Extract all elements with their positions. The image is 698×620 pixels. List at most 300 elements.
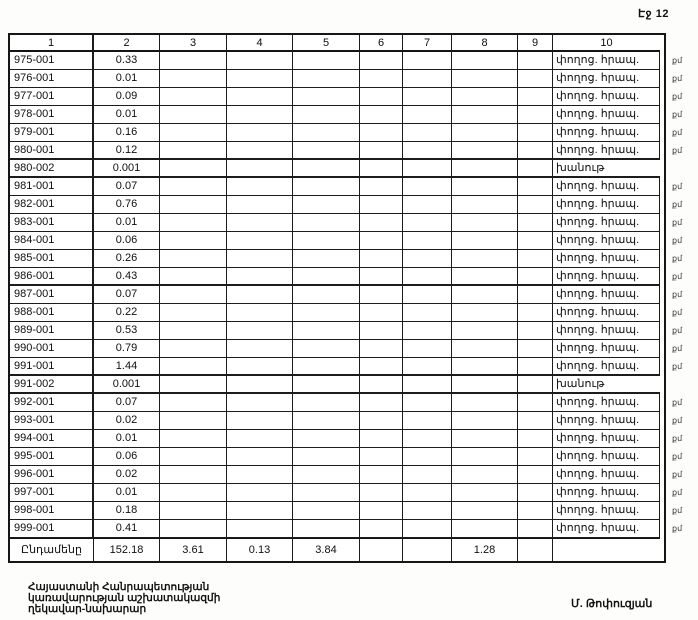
land-use-cell: փողոց. հրապ.: [553, 232, 660, 250]
empty-cell: [360, 484, 403, 502]
land-use-cell: փողոց. հրապ.: [553, 520, 660, 538]
parcel-code-cell: 986-001: [10, 268, 94, 286]
empty-cell: [360, 142, 403, 160]
empty-cell: [160, 268, 227, 286]
empty-cell: [452, 412, 518, 430]
empty-cell: [293, 142, 360, 160]
empty-cell: [160, 106, 227, 124]
table-row: [10, 394, 683, 412]
empty-cell: [293, 358, 360, 376]
table-row: [10, 250, 683, 268]
land-use-cell: խանութ: [553, 376, 660, 394]
empty-cell: [452, 124, 518, 142]
table-row: [10, 160, 664, 178]
empty-cell: [518, 142, 553, 160]
empty-cell: [360, 88, 403, 106]
empty-cell: [403, 430, 452, 448]
parcel-code-cell: 988-001: [10, 304, 94, 322]
table-row: [10, 88, 683, 106]
empty-cell: [293, 160, 360, 178]
table-row: [10, 340, 683, 358]
margin-annotation: քմ: [672, 488, 683, 497]
empty-cell: [452, 448, 518, 466]
land-use-cell: փողոց. հրապ.: [553, 214, 660, 232]
empty-cell: [293, 484, 360, 502]
empty-cell: [403, 286, 452, 304]
column-header: 4: [227, 35, 293, 52]
area-value-cell: 0.001: [94, 376, 160, 394]
empty-cell: [403, 214, 452, 232]
area-value-cell: 0.79: [94, 340, 160, 358]
margin-annotation: քմ: [672, 128, 683, 137]
empty-cell: [518, 340, 553, 358]
area-value-cell: 0.53: [94, 322, 160, 340]
land-use-cell: փողոց. հրապ.: [553, 142, 660, 160]
empty-cell: [403, 88, 452, 106]
table-row: [10, 232, 683, 250]
empty-cell: [160, 178, 227, 196]
parcel-code-cell: 978-001: [10, 106, 94, 124]
table-row: [10, 214, 683, 232]
total-label: Ընդամենը: [10, 538, 94, 561]
margin-annotation: քմ: [672, 146, 683, 155]
signer-title-line: ղեկավար-նախարար: [28, 603, 147, 615]
total-col9: [518, 538, 553, 561]
land-use-cell: փողոց. հրապ.: [553, 448, 660, 466]
empty-cell: [227, 268, 293, 286]
empty-cell: [160, 502, 227, 520]
area-value-cell: 0.01: [94, 430, 160, 448]
empty-cell: [227, 394, 293, 412]
empty-cell: [518, 484, 553, 502]
empty-cell: [293, 52, 360, 70]
table-row: [10, 106, 683, 124]
empty-cell: [160, 70, 227, 88]
margin-annotation: քմ: [672, 110, 683, 119]
parcel-code-cell: 981-001: [10, 178, 94, 196]
empty-cell: [160, 340, 227, 358]
empty-cell: [452, 52, 518, 70]
area-value-cell: 0.02: [94, 412, 160, 430]
empty-cell: [360, 124, 403, 142]
parcel-code-cell: 999-001: [10, 520, 94, 538]
area-value-cell: 0.07: [94, 394, 160, 412]
empty-cell: [360, 70, 403, 88]
empty-cell: [293, 124, 360, 142]
empty-cell: [403, 412, 452, 430]
land-use-cell: փողոց. հրապ.: [553, 394, 660, 412]
empty-cell: [227, 322, 293, 340]
empty-cell: [227, 412, 293, 430]
parcel-code-cell: 975-001: [10, 52, 94, 70]
empty-cell: [452, 106, 518, 124]
table-row: [10, 196, 683, 214]
area-value-cell: 0.18: [94, 502, 160, 520]
parcel-code-cell: 994-001: [10, 430, 94, 448]
parcel-code-cell: 989-001: [10, 322, 94, 340]
empty-cell: [360, 196, 403, 214]
margin-annotation: քմ: [672, 254, 683, 263]
parcel-code-cell: 991-002: [10, 376, 94, 394]
table-row: [10, 376, 664, 394]
empty-cell: [452, 340, 518, 358]
empty-cell: [227, 124, 293, 142]
table-row: [10, 124, 683, 142]
empty-cell: [293, 304, 360, 322]
table-row: [10, 484, 683, 502]
empty-cell: [403, 484, 452, 502]
empty-cell: [452, 88, 518, 106]
empty-cell: [160, 412, 227, 430]
empty-cell: [293, 466, 360, 484]
table-row: [10, 52, 683, 70]
empty-cell: [518, 196, 553, 214]
margin-annotation: քմ: [672, 92, 683, 101]
empty-cell: [160, 52, 227, 70]
empty-cell: [452, 160, 518, 178]
empty-cell: [518, 232, 553, 250]
empty-cell: [360, 106, 403, 124]
empty-cell: [227, 214, 293, 232]
empty-cell: [452, 358, 518, 376]
empty-cell: [160, 304, 227, 322]
empty-cell: [360, 286, 403, 304]
table-row: [10, 520, 683, 538]
empty-cell: [518, 448, 553, 466]
total-col8: 1.28: [452, 538, 518, 561]
empty-cell: [518, 160, 553, 178]
land-use-cell: փողոց. հրապ.: [553, 304, 660, 322]
empty-cell: [360, 52, 403, 70]
margin-annotation: քմ: [672, 452, 683, 461]
empty-cell: [518, 178, 553, 196]
empty-cell: [360, 448, 403, 466]
land-use-cell: փողոց. հրապ.: [553, 430, 660, 448]
signer-title-line: կառավարության աշխատակազմի: [28, 592, 221, 604]
parcel-code-cell: 998-001: [10, 502, 94, 520]
total-col4: 0.13: [227, 538, 293, 561]
empty-cell: [160, 142, 227, 160]
empty-cell: [360, 520, 403, 538]
empty-cell: [293, 88, 360, 106]
total-col2: 152.18: [94, 538, 160, 561]
empty-cell: [160, 394, 227, 412]
page-number-label: Էջ 12: [638, 8, 669, 20]
empty-cell: [518, 358, 553, 376]
empty-cell: [227, 484, 293, 502]
empty-cell: [403, 124, 452, 142]
empty-cell: [403, 376, 452, 394]
land-use-cell: փողոց. հրապ.: [553, 268, 660, 286]
empty-cell: [227, 340, 293, 358]
empty-cell: [452, 250, 518, 268]
column-header: 6: [360, 35, 403, 52]
total-col10: [553, 538, 660, 561]
margin-annotation: քմ: [672, 218, 683, 227]
empty-cell: [403, 106, 452, 124]
parcel-code-cell: 980-002: [10, 160, 94, 178]
parcel-code-cell: 997-001: [10, 484, 94, 502]
margin-annotation: քմ: [672, 182, 683, 191]
empty-cell: [160, 124, 227, 142]
empty-cell: [160, 232, 227, 250]
parcel-code-cell: 977-001: [10, 88, 94, 106]
area-value-cell: 0.01: [94, 106, 160, 124]
empty-cell: [360, 394, 403, 412]
total-col3: 3.61: [160, 538, 227, 561]
empty-cell: [403, 394, 452, 412]
column-header: 2: [94, 35, 160, 52]
empty-cell: [160, 520, 227, 538]
empty-cell: [452, 286, 518, 304]
margin-annotation: քմ: [672, 362, 683, 371]
column-header: 1: [10, 35, 94, 52]
area-value-cell: 0.01: [94, 484, 160, 502]
empty-cell: [403, 178, 452, 196]
table-row: [10, 358, 683, 376]
area-value-cell: 0.07: [94, 178, 160, 196]
total-row: [10, 538, 664, 561]
margin-annotation: քմ: [672, 398, 683, 407]
empty-cell: [227, 250, 293, 268]
empty-cell: [403, 304, 452, 322]
empty-cell: [403, 196, 452, 214]
empty-cell: [293, 520, 360, 538]
empty-cell: [518, 502, 553, 520]
empty-cell: [293, 502, 360, 520]
land-use-cell: փողոց. հրապ.: [553, 322, 660, 340]
empty-cell: [403, 520, 452, 538]
empty-cell: [360, 340, 403, 358]
empty-cell: [452, 502, 518, 520]
empty-cell: [227, 178, 293, 196]
empty-cell: [403, 268, 452, 286]
parcel-code-cell: 991-001: [10, 358, 94, 376]
empty-cell: [293, 394, 360, 412]
empty-cell: [452, 70, 518, 88]
signer-name: Մ. Թոփուզյան: [571, 598, 653, 610]
table-row: [10, 304, 683, 322]
parcel-code-cell: 993-001: [10, 412, 94, 430]
empty-cell: [403, 340, 452, 358]
parcel-code-cell: 995-001: [10, 448, 94, 466]
empty-cell: [227, 106, 293, 124]
empty-cell: [293, 322, 360, 340]
empty-cell: [518, 430, 553, 448]
empty-cell: [227, 520, 293, 538]
area-value-cell: 0.41: [94, 520, 160, 538]
area-value-cell: 0.001: [94, 160, 160, 178]
margin-annotation: քմ: [672, 524, 683, 533]
column-header: 8: [452, 35, 518, 52]
margin-annotation: քմ: [672, 344, 683, 353]
empty-cell: [518, 304, 553, 322]
land-use-cell: փողոց. հրապ.: [553, 412, 660, 430]
empty-cell: [293, 106, 360, 124]
empty-cell: [518, 268, 553, 286]
empty-cell: [360, 214, 403, 232]
table-row: [10, 412, 683, 430]
empty-cell: [160, 88, 227, 106]
empty-cell: [403, 52, 452, 70]
column-header: 3: [160, 35, 227, 52]
land-use-cell: խանութ: [553, 160, 660, 178]
table-row: [10, 502, 683, 520]
area-value-cell: 0.07: [94, 286, 160, 304]
empty-cell: [452, 142, 518, 160]
land-use-cell: փողոց. հրապ.: [553, 358, 660, 376]
empty-cell: [293, 214, 360, 232]
parcel-code-cell: 990-001: [10, 340, 94, 358]
empty-cell: [452, 268, 518, 286]
empty-cell: [160, 430, 227, 448]
empty-cell: [360, 268, 403, 286]
land-use-cell: փողոց. հրապ.: [553, 250, 660, 268]
parcel-code-cell: 985-001: [10, 250, 94, 268]
column-header: 10: [553, 35, 660, 52]
empty-cell: [518, 412, 553, 430]
empty-cell: [518, 466, 553, 484]
empty-cell: [452, 484, 518, 502]
table-row: [10, 466, 683, 484]
margin-annotation: քմ: [672, 416, 683, 425]
column-header: 7: [403, 35, 452, 52]
empty-cell: [293, 70, 360, 88]
empty-cell: [160, 286, 227, 304]
column-header: 5: [293, 35, 360, 52]
empty-cell: [160, 448, 227, 466]
margin-annotation: քմ: [672, 470, 683, 479]
margin-annotation: քմ: [672, 326, 683, 335]
land-use-cell: փողոց. հրապ.: [553, 52, 660, 70]
empty-cell: [293, 286, 360, 304]
empty-cell: [227, 376, 293, 394]
empty-cell: [227, 448, 293, 466]
table-row: [10, 286, 683, 304]
margin-annotation: քմ: [672, 434, 683, 443]
parcel-code-cell: 979-001: [10, 124, 94, 142]
margin-annotation: քմ: [672, 236, 683, 245]
parcel-code-cell: 980-001: [10, 142, 94, 160]
land-use-cell: փողոց. հրապ.: [553, 286, 660, 304]
empty-cell: [227, 232, 293, 250]
table-row: [10, 178, 683, 196]
empty-cell: [160, 484, 227, 502]
land-use-cell: փողոց. հրապ.: [553, 196, 660, 214]
empty-cell: [160, 196, 227, 214]
total-col5: 3.84: [293, 538, 360, 561]
margin-annotation: քմ: [672, 308, 683, 317]
parcel-code-cell: 992-001: [10, 394, 94, 412]
empty-cell: [452, 376, 518, 394]
empty-cell: [452, 214, 518, 232]
empty-cell: [360, 232, 403, 250]
land-use-cell: փողոց. հրապ.: [553, 88, 660, 106]
empty-cell: [293, 376, 360, 394]
empty-cell: [293, 196, 360, 214]
empty-cell: [293, 268, 360, 286]
empty-cell: [160, 358, 227, 376]
empty-cell: [518, 394, 553, 412]
area-value-cell: 0.02: [94, 466, 160, 484]
empty-cell: [293, 250, 360, 268]
table-body: [10, 52, 683, 538]
empty-cell: [360, 358, 403, 376]
total-col6: [360, 538, 403, 561]
empty-cell: [160, 376, 227, 394]
area-value-cell: 0.22: [94, 304, 160, 322]
empty-cell: [360, 178, 403, 196]
empty-cell: [452, 430, 518, 448]
empty-cell: [293, 178, 360, 196]
empty-cell: [227, 502, 293, 520]
area-value-cell: 1.44: [94, 358, 160, 376]
empty-cell: [452, 322, 518, 340]
empty-cell: [360, 304, 403, 322]
empty-cell: [403, 70, 452, 88]
empty-cell: [403, 142, 452, 160]
empty-cell: [293, 448, 360, 466]
land-use-cell: փողոց. հրապ.: [553, 502, 660, 520]
empty-cell: [227, 286, 293, 304]
area-value-cell: 0.26: [94, 250, 160, 268]
empty-cell: [518, 70, 553, 88]
empty-cell: [518, 286, 553, 304]
empty-cell: [518, 250, 553, 268]
empty-cell: [160, 214, 227, 232]
column-header: 9: [518, 35, 553, 52]
area-value-cell: 0.01: [94, 214, 160, 232]
empty-cell: [518, 52, 553, 70]
empty-cell: [360, 250, 403, 268]
empty-cell: [518, 214, 553, 232]
empty-cell: [452, 520, 518, 538]
total-col7: [403, 538, 452, 561]
empty-cell: [160, 160, 227, 178]
empty-cell: [227, 160, 293, 178]
empty-cell: [360, 430, 403, 448]
margin-annotation: քմ: [672, 56, 683, 65]
empty-cell: [518, 124, 553, 142]
empty-cell: [360, 322, 403, 340]
empty-cell: [227, 70, 293, 88]
empty-cell: [227, 88, 293, 106]
empty-cell: [293, 340, 360, 358]
cadastral-table: [8, 33, 683, 563]
empty-cell: [360, 412, 403, 430]
empty-cell: [452, 196, 518, 214]
land-use-cell: փողոց. հրապ.: [553, 106, 660, 124]
land-use-cell: փողոց. հրապ.: [553, 178, 660, 196]
empty-cell: [360, 502, 403, 520]
area-value-cell: 0.06: [94, 448, 160, 466]
area-value-cell: 0.09: [94, 88, 160, 106]
empty-cell: [227, 358, 293, 376]
area-value-cell: 0.33: [94, 52, 160, 70]
margin-annotation: քմ: [672, 200, 683, 209]
header-row: [10, 35, 664, 52]
land-use-cell: փողոց. հրապ.: [553, 484, 660, 502]
margin-annotation: քմ: [672, 74, 683, 83]
signer-title-line: Հայաստանի Հանրապետության: [28, 581, 210, 593]
parcel-code-cell: 982-001: [10, 196, 94, 214]
empty-cell: [293, 232, 360, 250]
land-use-cell: փողոց. հրապ.: [553, 340, 660, 358]
margin-annotation: քմ: [672, 272, 683, 281]
empty-cell: [403, 448, 452, 466]
parcel-code-cell: 996-001: [10, 466, 94, 484]
area-value-cell: 0.16: [94, 124, 160, 142]
